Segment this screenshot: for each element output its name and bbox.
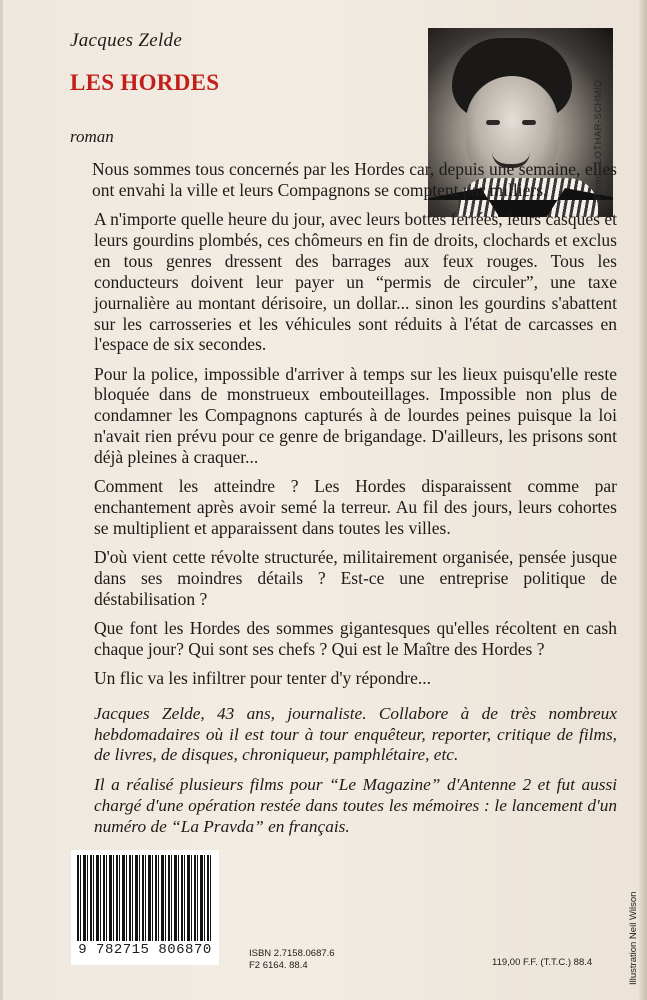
blurb-paragraph: Pour la police, impossible d'arriver à temps sur les lieux puisqu'elle reste bloquée dans de monstrueux embouteillages. Impossible non plus de condamner les Compagnons capturés à de lourdes peines puisque la loi n'avait rien prévu pour ce genre de brigandage. D'ailleurs, les prisons sont déjà pleines à craquer...	[94, 363, 617, 468]
blurb-paragraph: A n'importe quelle heure du jour, avec leurs bottes ferrées, leurs casques et leurs gourdins plombés, ces chômeurs en fin de droits, clochards et exclus en tous genres dressent des barrages aux feux rouges. Tous les conducteurs doivent leur payer un “permis de circuler”, une taxe journalière au montant dérisoire, un dollar... sinon les gourdins s'abattent sur les carrosseries et les véhicules sont réduits à l'état de carcasses en l'espace de six secondes.	[94, 209, 617, 355]
worn-edge	[639, 0, 647, 1000]
genre-label: roman	[70, 127, 114, 146]
blurb-paragraph: D'où vient cette révolte structurée, militairement organisée, pensée jusque dans ses moindres détails ? Est-ce une entreprise politique de déstabilisation ?	[94, 547, 617, 609]
blurb-paragraph: Comment les atteindre ? Les Hordes disparaissent comme par enchantement après avoir semé la terreur. Au fil des jours, leurs cohortes se multiplient et apparaissent dans toutes les villes.	[94, 476, 617, 539]
blurb-paragraph: Un flic va les infiltrer pour tenter d'y répondre...	[94, 668, 431, 689]
barcode-label	[71, 850, 219, 965]
photo-credit: Photo : LOTHAR-SCHMID	[593, 79, 604, 200]
bio-paragraph: Il a réalisé plusieurs films pour “Le Magazine” d'Antenne 2 et fut aussi chargé d'une opération restée dans toutes les mémoires : le lancement d'un numéro de “La Pravda” en français.	[94, 775, 617, 836]
book-title: LES HORDES	[70, 70, 220, 95]
barcode	[77, 855, 213, 941]
blurb-text	[94, 159, 617, 697]
isbn-line: F2 6164. 88.4	[249, 960, 308, 971]
price-label: 119,00 F.F. (T.T.C.) 88.4	[492, 957, 593, 968]
isbn-block	[249, 948, 335, 972]
author-name: Jacques Zelde	[70, 30, 183, 51]
barcode-number: 9 782715 806870	[78, 942, 212, 958]
bio-paragraph: Jacques Zelde, 43 ans, journaliste. Collabore à de très nombreux hebdomadaires où il est tour à tour enquêteur, reporter, critique de films, de livres, de disques, chroniqueur, pamphlétaire, etc.	[94, 704, 617, 765]
author-bio	[94, 704, 617, 846]
isbn-line: ISBN 2.7158.0687.6	[249, 948, 335, 959]
illustration-credit: Illustration Neil Wilson	[628, 891, 639, 985]
blurb-paragraph: Nous sommes tous concernés par les Hordes car, depuis une semaine, elles ont envahi la ville et leurs Compagnons se comptent par milliers.	[92, 159, 617, 200]
blurb-paragraph: Que font les Hordes des sommes gigantesques qu'elles récoltent en cash chaque jour? Qui sont ses chefs ? Qui est le Maître des Hordes ?	[94, 618, 617, 659]
